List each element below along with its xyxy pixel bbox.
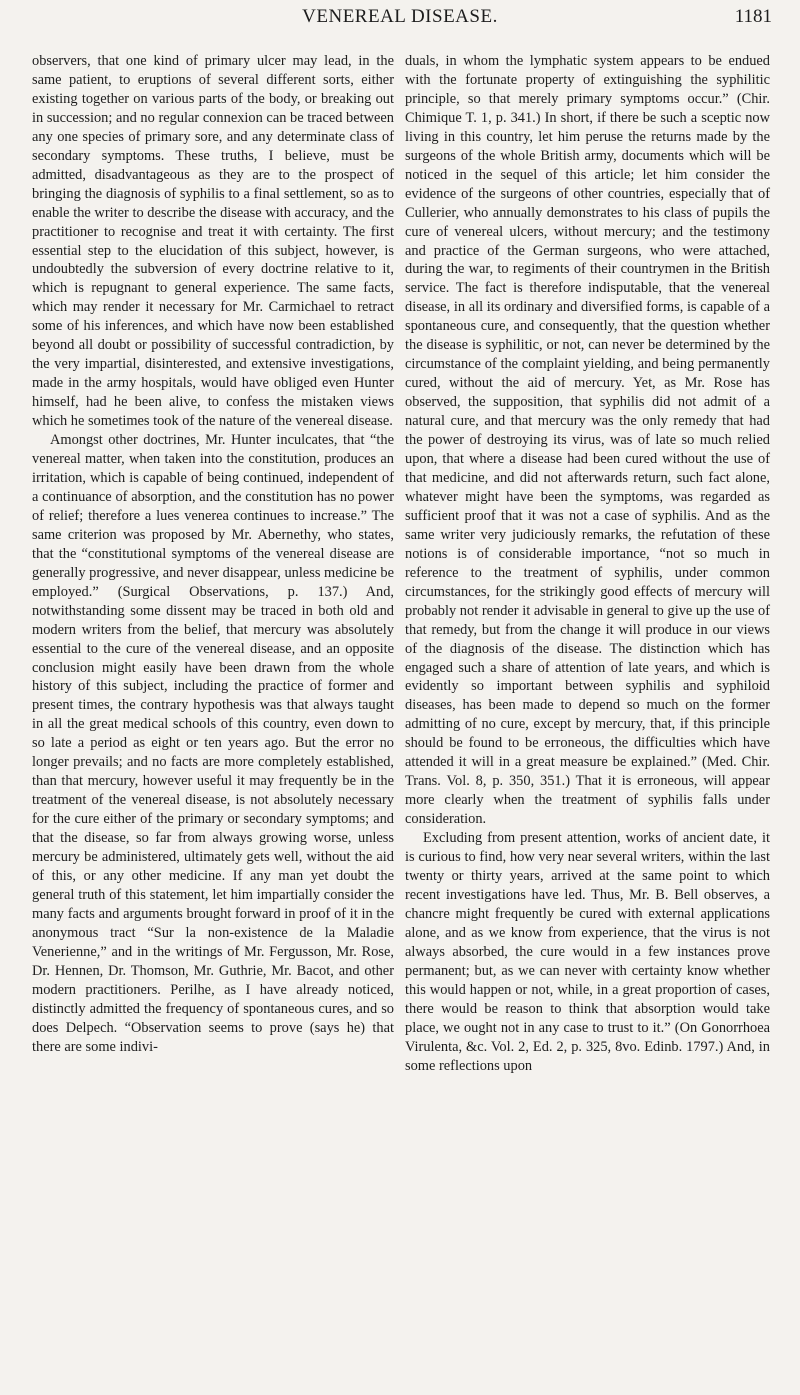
page-number: 1181 [734, 6, 772, 27]
left-column [32, 52, 394, 1057]
paragraph: observers, that one kind of primary ulcer may lead, in the same patient, to eruptions of several different sorts, either existing together on various parts of the body, or breaking out in succession; and no regular connexion can be traced between any one species of primary sore, and any determinate class of secondary symptoms. These truths, I believe, must be admitted, disadvantageous as they are to the prospect of bringing the diagnosis of syphilis to a final settlement, so as to enable the writer to describe the disease with accuracy, and the practitioner to recognise and treat it with certainty. The first essential step to the elucidation of this subject, however, is undoubtedly the subversion of every doctrine relative to it, which is repugnant to general experience. The same facts, which may render it necessary for Mr. Carmichael to retract some of his inferences, and which have now been established beyond all doubt or possibility of successful contradiction, by the very impartial, disinterested, and extensive investigations, made in the army hospitals, would have obliged even Hunter himself, had he been alive, to confess the mistaken views which he sometimes took of the nature of the venereal disease. [32, 53, 394, 430]
right-column [405, 52, 770, 1075]
paragraph: Amongst other doctrines, Mr. Hunter inculcates, that “the venereal matter, when taken into the constitution, produces an irritation, which is capable of being continued, independent of a continuance of absorption, and the constitution has no power of relief; therefore a lues venerea continues to increase.” The same criterion was proposed by Mr. Abernethy, who states, that the “constitutional symptoms of the venereal disease are generally progressive, and never disappear, unless medicine be employed.” (Surgical Observations, p. 137.) And, notwithstanding some dissent may be traced in both old and modern writers from the belief, that mercury was absolutely essential to the cure of the venereal disease, and an opposite conclusion might easily have been drawn from the whole history of this subject, including the practice of former and present times, the contrary hypothesis was that always taught in all the great medical schools of this country, even down to so late a period as eight or ten years ago. But the error no longer prevails; and no facts are more completely established, than that mercury, however useful it may frequently be in the treatment of the venereal disease, is not absolutely necessary for the cure either of the primary or secondary symptoms; and that the disease, so far from always growing worse, unless mercury be administered, ultimately gets well, without the aid of this, or any other medicine. If any man yet doubt the general truth of this statement, let him impartially consider the many facts and arguments brought forward in proof of it in the anonymous tract “Sur la non-existence de la Maladie Venerienne,” and in the writings of Mr. Fergusson, Mr. Rose, Dr. Hennen, Dr. Thomson, Mr. Guthrie, Mr. Bacot, and other modern practitioners. Perilhe, as I have already noticed, distinctly admitted the frequency of spontaneous cures, and so does Delpech. “Observation seems to prove (says he) that there are some indivi- [32, 432, 394, 1055]
paragraph: Excluding from present attention, works of ancient date, it is curious to find, how very near several writers, within the last twenty or thirty years, arrived at the same point to which recent investigations have led. Thus, Mr. B. Bell observes, a chancre might frequently be cured with external applications alone, and as we know from experience, that the virus is not always absorbed, the cure would in a few instances prove permanent; but, as we can never with certainty know whether this would happen or not, while, in a great proportion of cases, there would be reason to think that absorption would take place, we ought not in any case to trust to it.” (On Gonorrhoea Virulenta, &c. Vol. 2, Ed. 2, p. 325, 8vo. Edinb. 1797.) And, in some reflections upon [405, 830, 770, 1074]
page-header [0, 0, 800, 34]
paragraph: duals, in whom the lymphatic system appears to be endued with the fortunate property of extinguishing the syphilitic principle, so that merely primary symptoms occur.” (Chir. Chimique T. 1, p. 341.) In short, if there be such a sceptic now living in this country, let him peruse the returns made by the surgeons of the whole British army, documents which will be noticed in the sequel of this article; let him consider the evidence of the surgeons of other countries, especially that of Cullerier, who annually demonstrates to his class of pupils the cure of venereal ulcers, without mercury; and the testimony and practice of the German surgeons, who were attached, during the war, to regiments of their countrymen in the British service. The fact is therefore indisputable, that the venereal disease, in all its ordinary and diversified forms, is capable of a spontaneous cure, and consequently, that the question whether the disease is syphilitic, or not, can never be determined by the circumstance of the complaint yielding, and being permanently cured, without the aid of mercury. Yet, as Mr. Rose has observed, the supposition, that syphilis did not admit of a natural cure, and that mercury was the only remedy that had the power of destroying its virus, was of late so much relied upon, that where a disease had been cured without the use of that medicine, and did not afterwards return, such fact alone, whatever might have been the symptoms, was regarded as sufficient proof that it was not a case of syphilis. And as the same writer very judiciously remarks, the refutation of these notions is of considerable importance, “not so much in reference to the treatment of syphilis, under common circumstances, for the strikingly good effects of mercury will probably not render it advisable in general to give up the use of that remedy, but from the change it will produce in our views of the diagnosis of the disease. The distinction which has engaged such a share of attention of late years, and which is evidently so important between syphilis and syphiloid diseases, has been made to depend so much on the former admitting of no cure, except by mercury, that, if this principle should be found to be erroneous, the difficulties which have attended it will in a great measure be explained.” (Med. Chir. Trans. Vol. 8, p. 350, 351.) That it is erroneous, will appear more clearly when the treatment of syphilis falls under consideration. [405, 53, 770, 828]
running-head: VENEREAL DISEASE. [302, 6, 498, 27]
